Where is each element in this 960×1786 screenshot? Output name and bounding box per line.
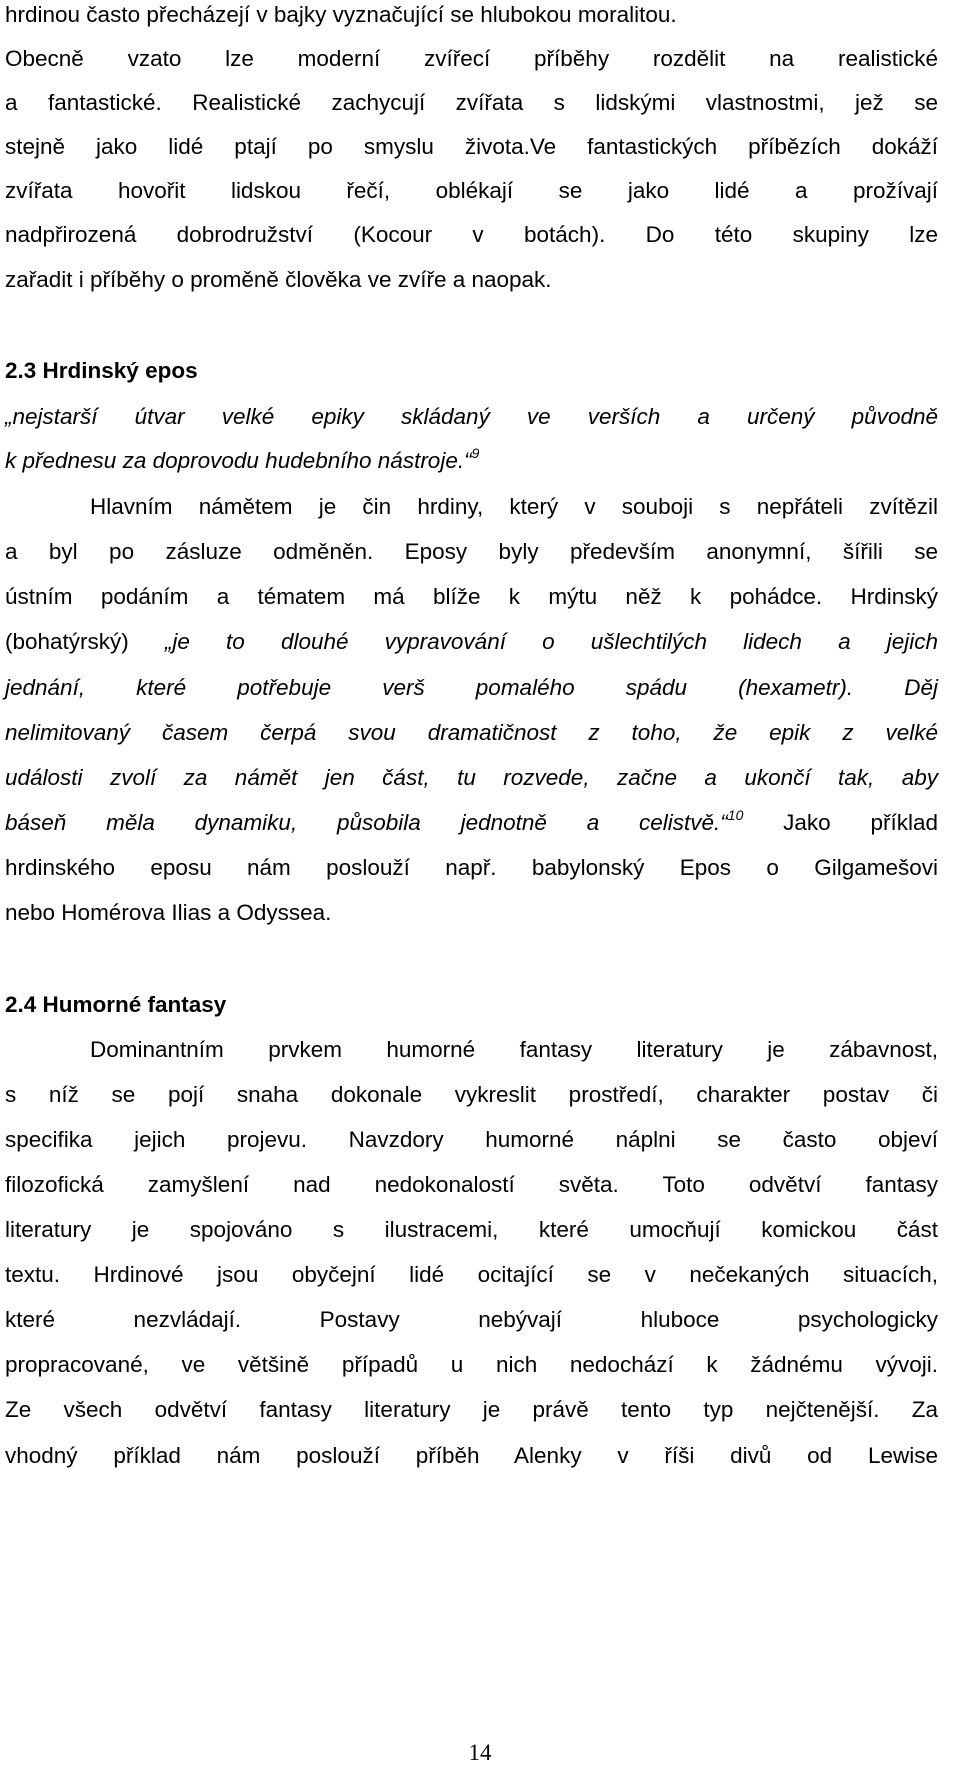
text-line: hrdinou často přecházejí v bajky vyznačující se hlubokou moralitou. — [5, 2, 677, 27]
text-line: nadpřirozená dobrodružství (Kocour v botách). Do této skupiny lze — [5, 222, 938, 247]
definition-line: „nejstarší útvar velké epiky skládaný ve verších a určený původně — [5, 404, 938, 429]
footnote-marker: 10 — [727, 807, 744, 823]
section-heading: 2.4 Humorné fantasy — [5, 992, 227, 1017]
text-line: a byl po zásluze odměněn. Eposy byly především anonymní, šířili se — [5, 539, 938, 564]
text-line: nebo Homérova Ilias a Odyssea. — [5, 900, 332, 925]
text-line: literatury je spojováno s ilustracemi, které umocňují komickou část — [5, 1217, 938, 1242]
text-span: (bohatýrský) — [5, 629, 165, 654]
text-line — [5, 673, 938, 703]
section-heading: 2.3 Hrdinský epos — [5, 358, 198, 383]
text-line: ústním podáním a tématem má blíže k mýtu něž k pohádce. Hrdinský — [5, 584, 938, 609]
text-line: Ze všech odvětví fantasy literatury je právě tento typ nejčtenější. Za — [5, 1397, 938, 1422]
text-line: propracované, ve většině případů u nich nedochází k žádnému vývoji. — [5, 1352, 938, 1377]
text-line: s níž se pojí snaha dokonale vykreslit prostředí, charakter postav či — [5, 1082, 938, 1107]
text-line: a fantastické. Realistické zachycují zvířata s lidskými vlastnostmi, jež se — [5, 90, 938, 115]
quote-line: nelimitovaný časem čerpá svou dramatičnost z toho, že epik z velké — [5, 720, 938, 745]
text-line: které nezvládají. Postavy nebývají hluboce psychologicky — [5, 1307, 938, 1332]
text-line: Dominantním prvkem humorné fantasy literatury je zábavnost, — [90, 1037, 938, 1062]
definition-line — [5, 446, 938, 476]
text-line: textu. Hrdinové jsou obyčejní lidé ocitající se v nečekaných situacích, — [5, 1262, 938, 1287]
text-line: specifika jejich projevu. Navzdory humorné náplni se často objeví — [5, 1127, 938, 1152]
quote-span: báseň měla dynamiku, působila jednotně a celistvě.“ — [5, 810, 728, 835]
quote-span: jednání, které potřebuje verš pomalého spádu (hexametr). — [5, 675, 905, 700]
text-line: Obecně vzato lze moderní zvířecí příběhy rozdělit na realistické — [5, 46, 938, 71]
quote-span: „je to dlouhé vypravování o ušlechtilých lidech a jejich — [164, 629, 938, 654]
text-line: Hlavním námětem je čin hrdiny, který v souboji s nepřáteli zvítězil — [90, 494, 938, 519]
text-line: stejně jako lidé ptají po smyslu života.Ve fantastických příbězích dokáží — [5, 134, 938, 159]
quote-line: události zvolí za námět jen část, tu rozvede, začne a ukončí tak, aby — [5, 765, 938, 790]
text-line: filozofická zamyšlení nad nedokonalostí světa. Toto odvětví fantasy — [5, 1172, 938, 1197]
quote-span: Děj — [904, 675, 938, 700]
text-line: vhodný příklad nám poslouží příběh Alenky v říši divů od Lewise — [5, 1443, 938, 1468]
text-line — [5, 808, 938, 838]
text-span: Jako příklad — [743, 810, 938, 835]
text-line: zvířata hovořit lidskou řečí, oblékají se jako lidé a prožívají — [5, 178, 938, 203]
text-line — [5, 627, 938, 657]
page-number: 14 — [468, 1740, 492, 1765]
definition-text: k přednesu za doprovodu hudebního nástroje.“ — [5, 448, 472, 473]
footnote-marker: 9 — [471, 445, 480, 461]
text-line: hrdinského eposu nám poslouží např. babylonský Epos o Gilgamešovi — [5, 855, 938, 880]
text-line: zařadit i příběhy o proměně člověka ve zvíře a naopak. — [5, 267, 552, 292]
